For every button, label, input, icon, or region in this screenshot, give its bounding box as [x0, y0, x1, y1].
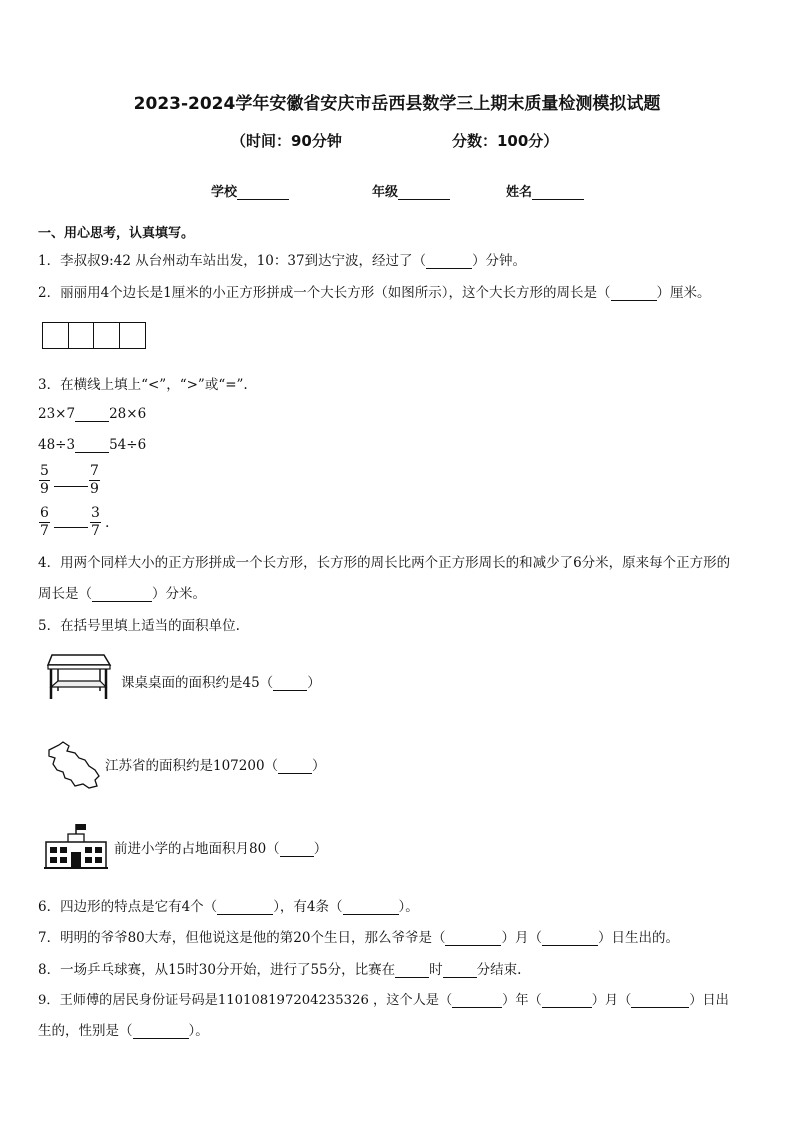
school-label: 学校: [211, 185, 238, 200]
province-map-icon: [45, 740, 103, 792]
q2-blank[interactable]: [611, 286, 657, 301]
q6-text-a: 6．四边形的特点是它有4个（: [38, 899, 218, 915]
q3-frac1-blank[interactable]: [54, 486, 88, 487]
question-8: [38, 958, 521, 978]
question-2: [38, 281, 711, 301]
q9-text-e: 生的，性别是（: [38, 1023, 133, 1039]
q3-row1-blank[interactable]: [75, 407, 109, 422]
q2-text: 2．丽丽用4个边长是1厘米的小正方形拼成一个大长方形（如图所示），这个大长方形的周长是（: [38, 285, 611, 301]
q9-text-c: ）月（: [591, 993, 632, 1008]
q3-row2-blank[interactable]: [75, 438, 109, 453]
question-5: 5．在括号里填上适当的面积单位.: [38, 618, 240, 634]
q3-frac1-right: [89, 463, 100, 498]
q8-blank-1[interactable]: [395, 963, 429, 978]
q2-text-end: ）厘米。: [656, 285, 711, 301]
desk-icon: [46, 653, 112, 701]
question-9: [38, 989, 729, 1008]
q8-blank-2[interactable]: [443, 963, 477, 978]
grade-label: 年级: [372, 185, 399, 200]
q9-text-f: ）。: [188, 1023, 209, 1039]
q6-text-b: ），有4条（: [273, 899, 343, 915]
q5-item2-end: ）: [312, 758, 326, 774]
q5-item-3: [114, 837, 327, 857]
frac-numerator: 3: [91, 505, 100, 521]
school-building-icon: [44, 822, 108, 870]
square: [43, 323, 69, 348]
q3-frac2-left: [39, 505, 50, 540]
q5-item2-blank[interactable]: [278, 759, 312, 774]
q5-item3-end: ）: [313, 841, 328, 857]
q3-row-2: [38, 437, 146, 453]
question-1: [38, 249, 526, 269]
q8-text-a: 8．一场乒乓球赛，从15时30分开始，进行了55分，比赛在: [38, 962, 396, 978]
q9-text-a: 9．王师傅的居民身份证号码是110108197204235326 ，这个人是（: [38, 993, 453, 1008]
question-4-line-2: [38, 582, 206, 602]
q6-blank-1[interactable]: [217, 900, 273, 915]
question-7: [38, 926, 679, 946]
square: [94, 323, 120, 348]
exam-time: （时间：90分钟: [231, 132, 342, 150]
frac-denominator: 7: [40, 523, 49, 539]
q5-item2-text: 江苏省的面积约是107200（: [105, 758, 279, 774]
q9-blank-year[interactable]: [452, 993, 502, 1008]
q3-row2-left: 48÷3: [38, 437, 76, 453]
question-9-line-2: [38, 1019, 209, 1039]
frac-numerator: 7: [90, 463, 99, 479]
q8-text-b: 时: [429, 962, 443, 978]
q1-blank[interactable]: [426, 254, 472, 269]
q5-item3-blank[interactable]: [280, 842, 314, 857]
name-blank[interactable]: [532, 186, 584, 200]
q9-text-b: ）年（: [502, 993, 542, 1008]
q7-blank-1[interactable]: [445, 931, 501, 946]
q7-text-a: 7．明明的爷爷80大寿，但他说这是他的第20个生日，那么爷爷是（: [38, 930, 446, 946]
q7-text-c: ）日生出的。: [597, 930, 679, 946]
q5-item-2: [105, 754, 326, 774]
q8-text-c: 分结束.: [476, 962, 522, 978]
q9-text-d: ）日出: [689, 993, 729, 1008]
section-heading: 一、用心思考，认真填写。: [38, 226, 195, 241]
frac-numerator: 6: [40, 505, 49, 521]
q4-text: 周长是（: [38, 586, 92, 602]
q3-frac2-right: [90, 505, 101, 540]
school-blank[interactable]: [237, 186, 289, 200]
q4-text-end: ）分米。: [152, 586, 206, 602]
page-title: 2023-2024学年安徽省安庆市岳西县数学三上期末质量检测模拟试题: [133, 94, 661, 114]
q9-blank-gender[interactable]: [133, 1024, 189, 1039]
square: [120, 323, 146, 348]
question-4: 4．用两个同样大小的正方形拼成一个长方形，长方形的周长比两个正方形周长的和减少了6分米，原来每个正方形的: [38, 555, 731, 571]
frac-numerator: 5: [40, 463, 49, 479]
name-label: 姓名: [506, 185, 533, 200]
q5-item1-end: ）: [307, 675, 321, 691]
school-field: [211, 181, 289, 200]
frac-denominator: 7: [91, 523, 100, 539]
q7-blank-2[interactable]: [542, 931, 598, 946]
q3-row2-right: 54÷6: [109, 437, 147, 453]
q3-row-1: [38, 406, 146, 422]
q9-blank-month[interactable]: [542, 993, 592, 1008]
q3-row1-right: 28×6: [109, 406, 147, 422]
q3-frac2-blank[interactable]: [54, 527, 88, 528]
grade-field: [372, 181, 450, 200]
q5-item1-blank[interactable]: [273, 676, 307, 691]
q6-blank-2[interactable]: [343, 900, 399, 915]
question-3: 3．在横线上填上“<”，“>”或“=”.: [38, 377, 248, 393]
q9-blank-day[interactable]: [631, 993, 689, 1008]
q5-item-1: [121, 671, 321, 691]
q5-item3-text: 前进小学的占地面积月80（: [114, 841, 280, 857]
q1-text-end: ）分钟。: [472, 253, 527, 269]
square: [69, 323, 95, 348]
question-6: [38, 895, 419, 915]
q1-text: 1．李叔叔9:42 从台州动车站出发，10：37到达宁波，经过了（: [38, 253, 427, 269]
q3-row1-left: 23×7: [38, 406, 76, 422]
q4-blank[interactable]: [92, 587, 152, 602]
q6-text-c: ）。: [398, 899, 419, 915]
q5-item1-text: 课桌桌面的面积约是45（: [121, 675, 274, 691]
frac-denominator: 9: [40, 481, 49, 497]
q3-end-dot: .: [105, 515, 110, 531]
grade-blank[interactable]: [398, 186, 450, 200]
four-squares-figure: [42, 322, 146, 349]
q7-text-b: ）月（: [501, 930, 542, 946]
frac-denominator: 9: [90, 481, 99, 497]
name-field: [506, 181, 584, 200]
exam-score: 分数：100分）: [452, 132, 559, 150]
q3-frac1-left: [39, 463, 50, 498]
